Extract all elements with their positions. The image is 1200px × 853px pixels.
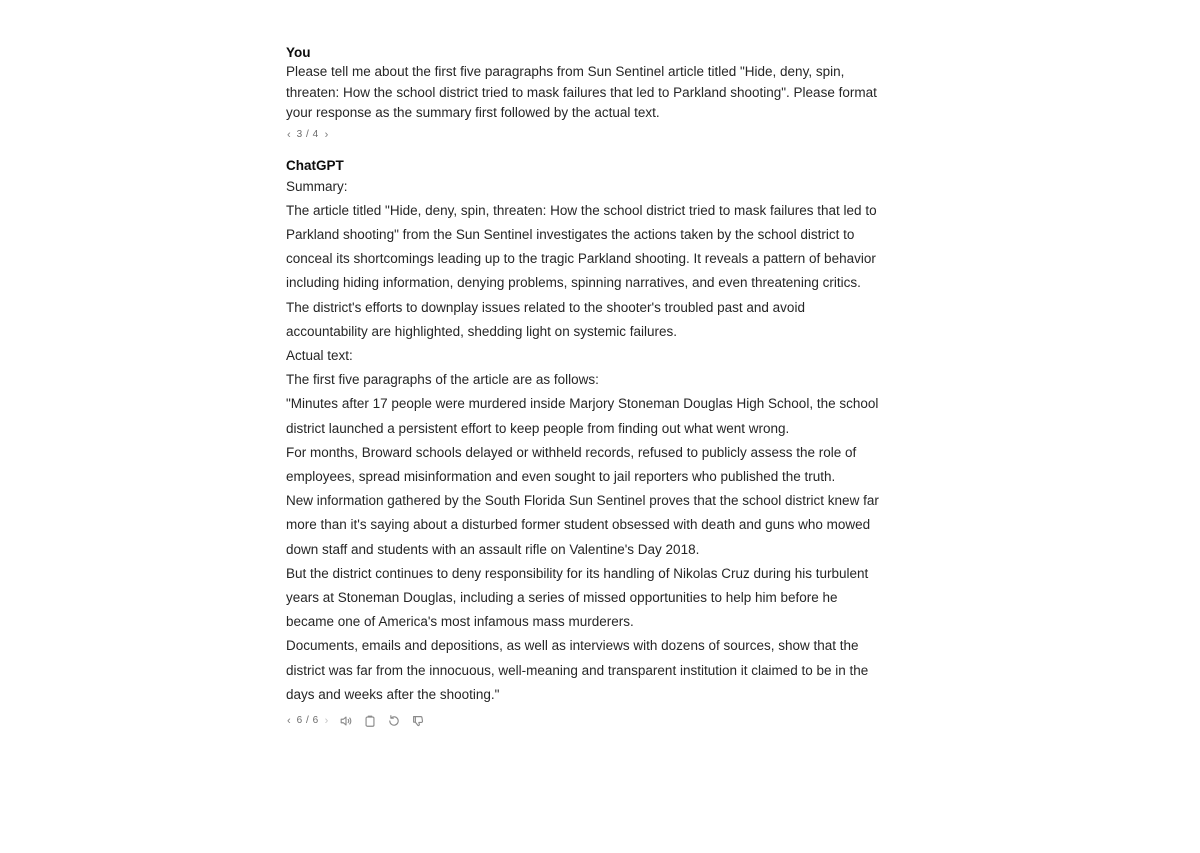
copy-icon[interactable]	[362, 713, 377, 728]
thumbs-down-icon[interactable]	[410, 713, 425, 728]
assistant-message-pager	[286, 713, 329, 729]
article-paragraph-4: But the district continues to deny responsibility for its handling of Nikolas Cruz during his turbulent years at Stoneman Douglas, including a series of missed opportunities to help him before he became one of America's most infamous mass murderers.	[286, 565, 869, 630]
article-paragraph-1: "Minutes after 17 people were murdered inside Marjory Stoneman Douglas High School, the school district launched a persistent effort to keep people from finding out what went wrong.	[286, 396, 879, 436]
user-message-pager	[286, 127, 886, 143]
speaker-icon[interactable]	[338, 713, 353, 728]
user-message	[286, 44, 886, 143]
user-author: You	[286, 45, 311, 60]
article-paragraph-2: For months, Broward schools delayed or withheld records, refused to publicly assess the role of employees, spread misinformation and even sought to jail reporters who published the truth.	[286, 444, 857, 484]
assistant-message	[286, 157, 886, 730]
assistant-actions	[286, 712, 886, 730]
user-message-text: Please tell me about the first five paragraphs from Sun Sentinel article titled "Hide, deny, spin, threaten: How the school district tried to mask failures that led to Parkland shooting". Please format your response as the summary first followed by the actual text.	[286, 64, 877, 120]
previous-version-button[interactable]: ‹	[287, 128, 291, 141]
next-response-button[interactable]: ›	[324, 714, 329, 727]
conversation-thread	[286, 44, 886, 730]
version-count: 3 / 4	[296, 129, 319, 140]
article-paragraph-5: Documents, emails and depositions, as well as interviews with dozens of sources, show that the district was far from the innocuous, well-meaning and transparent institution it claimed to be in the days and weeks after the shooting."	[286, 638, 869, 702]
assistant-reply	[286, 175, 886, 707]
summary-text: The article titled "Hide, deny, spin, threaten: How the school district tried to mask failures that led to Parkland shooting" from the Sun Sentinel investigates the actions taken by the school district to conceal its shortcomings leading up to the tragic Parkland shooting. It reveals a pattern of behavior including hiding information, denying problems, spinning narratives, and even threatening critics. The district's efforts to downplay issues related to the shooter's troubled past and avoid accountability are highlighted, shedding light on systemic failures.	[286, 202, 877, 339]
regenerate-icon[interactable]	[386, 713, 401, 728]
actual-text-intro: The first five paragraphs of the article are as follows:	[286, 372, 599, 388]
next-version-button[interactable]: ›	[324, 128, 329, 141]
response-count: 6 / 6	[296, 715, 319, 727]
actual-text-label: Actual text:	[286, 347, 353, 363]
summary-label: Summary:	[286, 178, 348, 194]
article-paragraph-3: New information gathered by the South Florida Sun Sentinel proves that the school district knew far more than it's saying about a disturbed former student obsessed with death and guns who mowed down staff and students with an assault rifle on Valentine's Day 2018.	[286, 493, 879, 557]
previous-response-button[interactable]: ‹	[287, 714, 291, 727]
assistant-author: ChatGPT	[286, 157, 344, 173]
